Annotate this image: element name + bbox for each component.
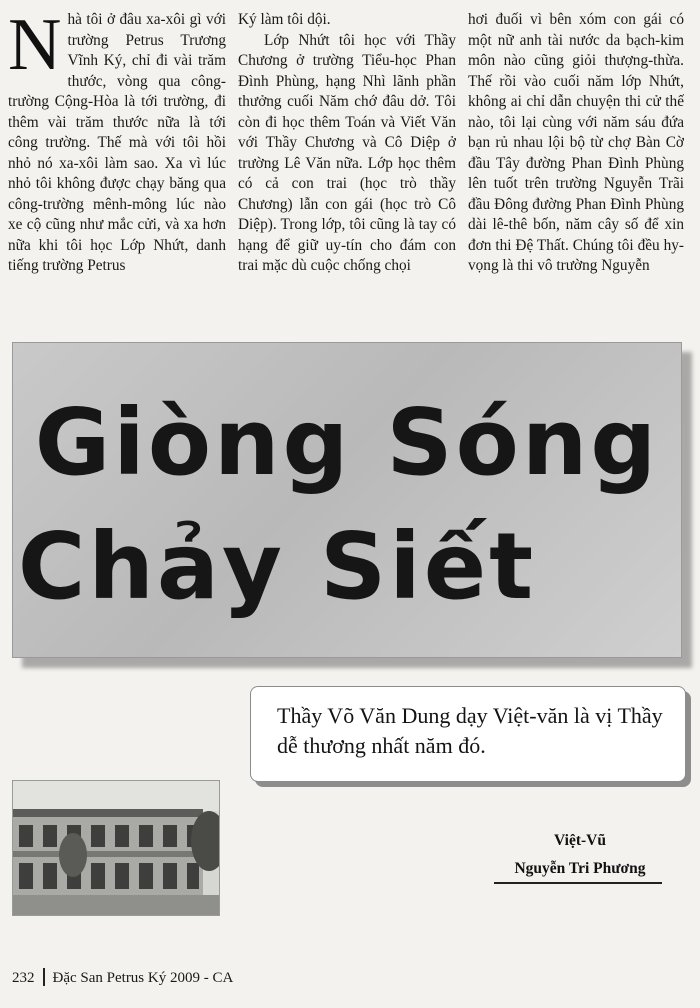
author-name: Nguyễn Tri Phương [514, 860, 646, 877]
school-building-illustration [13, 781, 220, 916]
publication-name: Đặc San Petrus Ký 2009 - CA [52, 970, 234, 986]
page-footer [12, 968, 233, 987]
page-number: 232 [12, 970, 35, 986]
school-building-photo [12, 780, 220, 916]
drop-cap: N [8, 10, 62, 86]
article-column-2 [238, 10, 456, 325]
author-underline [494, 882, 662, 884]
title-line-2: Chảy Siết [17, 513, 537, 620]
quote-box [250, 686, 686, 782]
quote-text: Thầy Võ Văn Dung dạy Việt-văn là vị Thầy dễ thương nhất năm đó. [277, 703, 663, 758]
title-banner [12, 342, 682, 658]
column-3-text: hơi đuối vì bên xóm con gái có một nữ anh tài nước da bạch-kim môn nào cũng giỏi thượng-thừa. Thế rồi vào cuối năm lớp Nhứt, không ai chỉ dẫn chuyện thi cử thế nào, tôi lại cùng với năm sáu đứa bạn rủ nhau lội bộ từ chợ Bàn Cờ đầu Tây đường Phan Đình Phùng lên tuốt trên trường Nguyễn Trãi đầu Đông đường Phan Đình Phùng dài lê-thê bốn, năm cây số để xin đơn thi Đệ Thất. Chúng tôi đều hy-vọng là thi vô trường Nguyễn [468, 11, 684, 274]
column-1-text: hà tôi ở đâu xa-xôi gì với trường Petrus Trương Vĩnh Ký, chỉ đi vài trăm thước, vòng qua công-trường Cộng-Hòa là tới trường, đi thêm vài trăm thước nữa là tới công trường. Thế mà với tôi hồi nhỏ nó xa-xôi làm sao. Xa vì lúc nhỏ tôi không được chạy băng qua công-trường mênh-mông lúc nào xe cộ cũng như mắc cửi, và xa hơn nữa khi tôi học Lớp Nhứt, danh tiếng trường Petrus [8, 11, 226, 274]
article-column-3 [468, 10, 684, 325]
footer-divider [43, 968, 45, 986]
article-column-1 [8, 10, 226, 325]
column-2-paragraph-1: Ký làm tôi dội. [238, 11, 331, 28]
column-2-paragraph-2: Lớp Nhứt tôi học với Thầy Chương ở trường Tiểu-học Phan Đình Phùng, hạng Nhì lãnh phần thưởng cuối Năm chớ đâu dở. Tôi còn đi học thêm Toán và Viết Văn với Thầy Chương và Cô Diệp ở trường Lê Văn nữa. Lớp học thêm có cả con trai (học trò thầy Chương) lẫn con gái (học trò Cô Diệp). Trong lớp, tôi cũng là tay có hạng để giữ uy-tín cho đám con trai mặc dù cuộc chống chọi [238, 31, 456, 274]
title-line-1: Giòng Sóng [34, 389, 660, 496]
author-pen-name: Việt-Vũ [554, 832, 606, 849]
